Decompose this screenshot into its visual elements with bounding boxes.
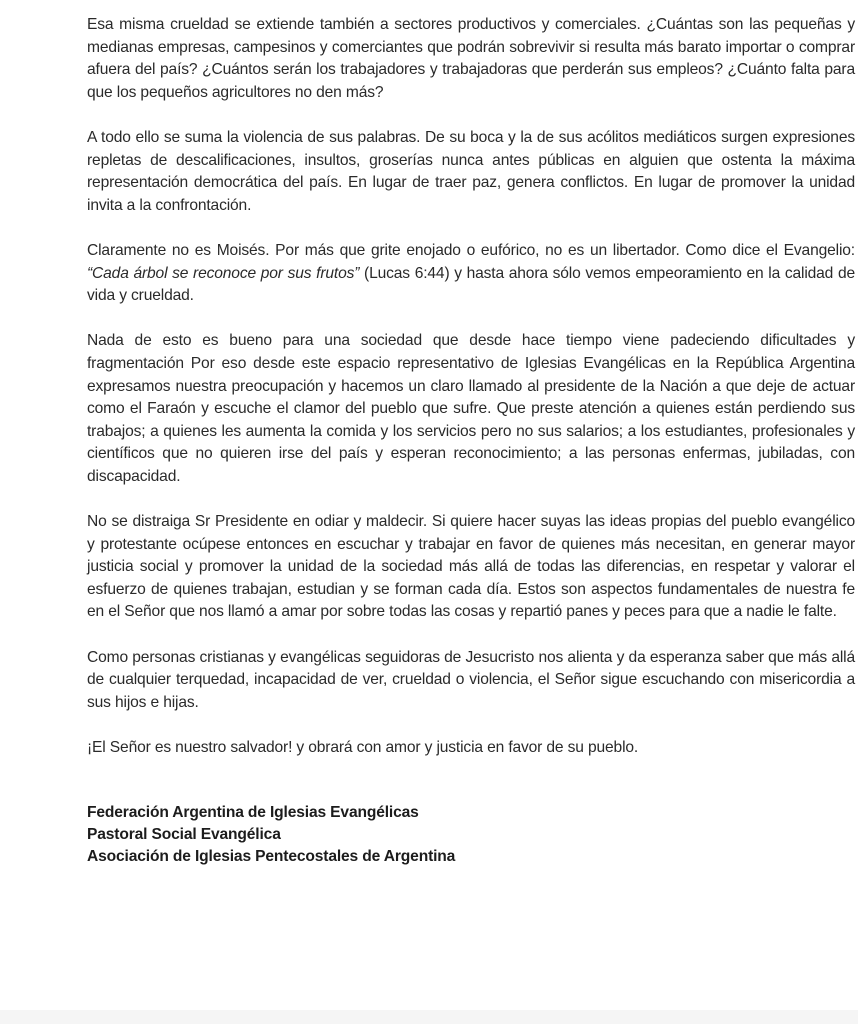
closing-statement: ¡El Señor es nuestro salvador! y obrará con amor y justicia en favor de su pueblo. (87, 739, 639, 756)
signatories-block (87, 802, 855, 868)
signatory-pastoral-social: Pastoral Social Evangélica (87, 825, 281, 843)
paragraph-do-not-get-distracted: No se distraiga Sr Presidente en odiar y maldecir. Si quiere hacer suyas las ideas propias del pueblo evangélico y protestante ocúpese entonces en escuchar y trabajar en favor de quienes más necesitan, en generar mayor justicia social y promover la unidad de la sociedad más allá de todas las diferencias, en respetar y valorar el esfuerzo de quienes trabajan, estudian y se forman cada día. Estos son aspectos fundamentales de nuestra fe en el Señor que nos llamó a amar por sobre todas las cosas y repartió panes y peces para que a nadie le falte. (87, 513, 855, 621)
paragraph-violence-of-words: A todo ello se suma la violencia de sus palabras. De su boca y la de sus acólitos mediáticos surgen expresiones repletas de descalificaciones, insultos, groserías nunca antes públicas en alguien que ostenta la máxima representación democrática del país. En lugar de traer paz, genera conflictos. En lugar de promover la unidad invita a la confrontación. (87, 128, 855, 214)
paragraph-call-to-president: Nada de esto es bueno para una sociedad que desde hace tiempo viene padeciendo dificultades y fragmentación Por eso desde este espacio representativo de Iglesias Evangélicas en la República Argentina expresamos nuestra preocupación y hacemos un claro llamado al presidente de la Nación a que deje de actuar como el Faraón y escuche el clamor del pueblo que sufre. Que preste atención a quienes están perdiendo sus trabajos; a quienes les aumenta la comida y los servicios pero no sus salarios; a los estudiantes, profesionales y científicos que no quieren irse del país y esperan reconocimiento; a las personas enfermas, jubiladas, con discapacidad. (87, 332, 855, 485)
paragraph-not-moses-rest: (Lucas 6:44) y hasta ahora sólo vemos empeoramiento en la calidad de vida y crueldad. (87, 264, 855, 305)
document-body (87, 14, 855, 868)
signatory-aipa: Asociación de Iglesias Pentecostales de Argentina (87, 847, 456, 865)
paragraph-cruelty-productive-sectors: Esa misma crueldad se extiende también a sectores productivos y comerciales. ¿Cuántas son las pequeñas y medianas empresas, campesinos y comerciantes que podrán sobrevivir si resulta más barato importar o comprar afuera del país? ¿Cuántos serán los trabajadores y trabajadoras que perderán sus empleos? ¿Cuánto falta para que los pequeños agricultores no den más? (87, 16, 855, 101)
bottom-edge-strip (0, 1010, 858, 1024)
paragraph-not-moses-intro: Claramente no es Moisés. Por más que grite enojado o eufórico, no es un libertador. Como dice el Evangelio: (87, 241, 855, 259)
paragraph-not-moses (87, 240, 855, 308)
paragraph-christian-hope: Como personas cristianas y evangélicas seguidoras de Jesucristo nos alienta y da esperanza saber que más allá de cualquier terquedad, incapacidad de ver, crueldad o violencia, el Señor sigue escuchando con misericordia a sus hijos e hijas. (87, 648, 855, 711)
signatory-faie: Federación Argentina de Iglesias Evangélicas (87, 803, 419, 821)
gospel-quote: “Cada árbol se reconoce por sus frutos” (87, 264, 360, 282)
